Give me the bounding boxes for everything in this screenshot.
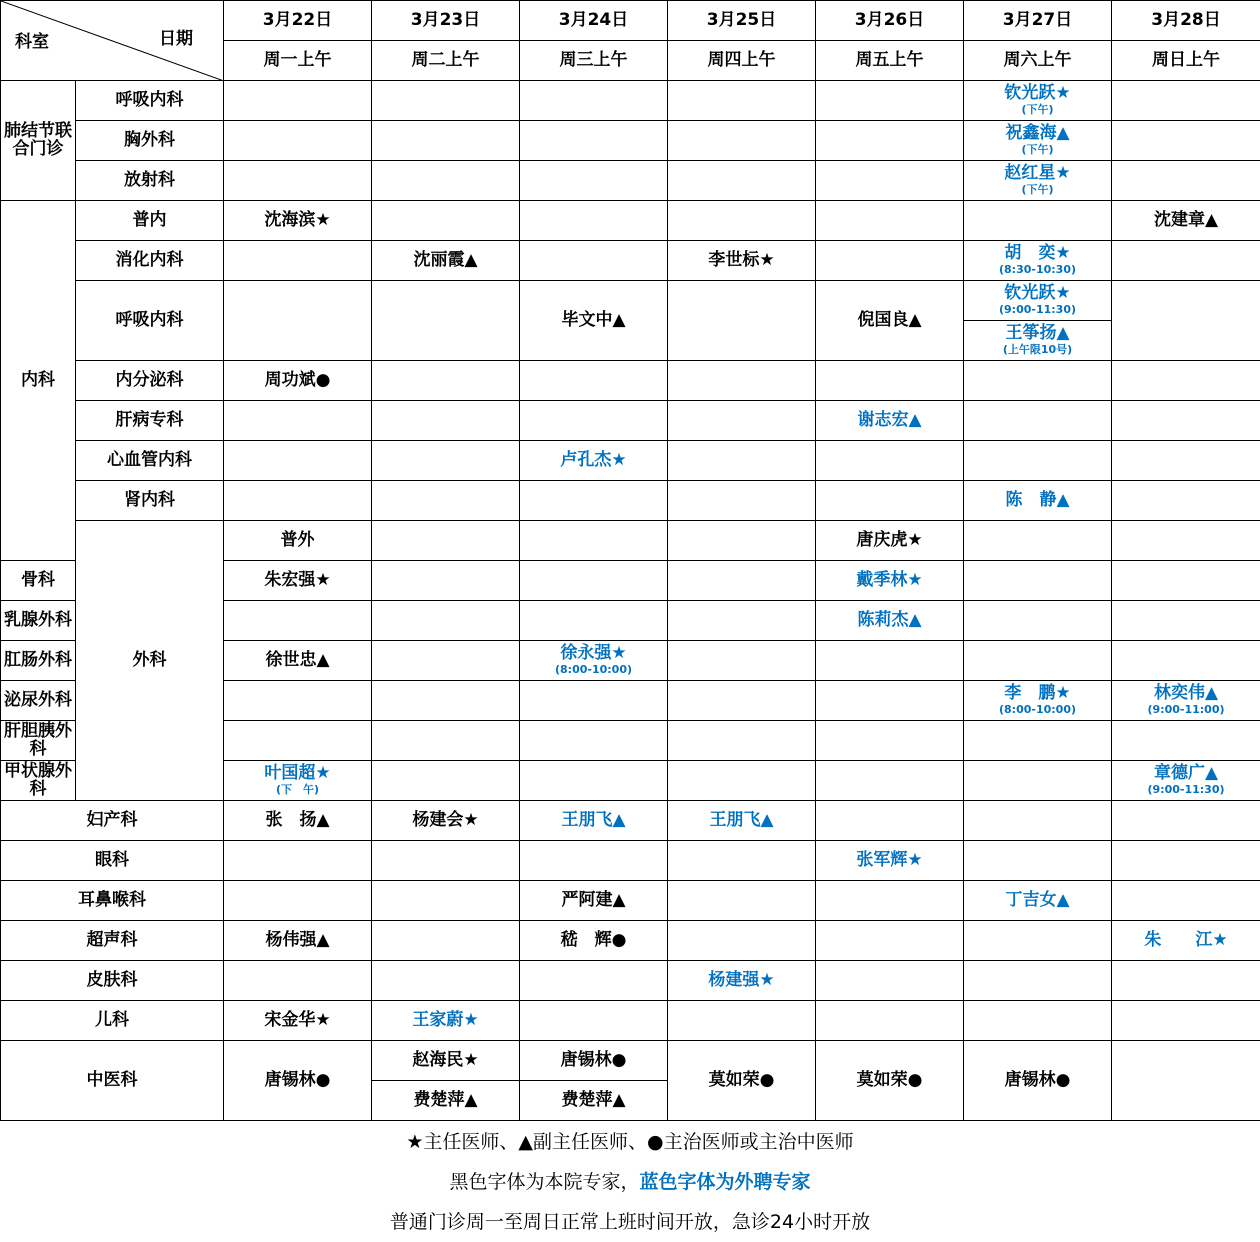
doctor-cell: 赵海民★ bbox=[372, 1041, 520, 1081]
legend-title-rank: ★主任医师、▲副主任医师、●主治医师或主治中医师 bbox=[0, 1122, 1260, 1162]
doctor-cell: 林奕伟▲ (9:00-11:00) bbox=[1112, 681, 1260, 721]
date-header: 3月26日 bbox=[816, 1, 964, 41]
doctor-cell: 张 扬▲ bbox=[224, 801, 372, 841]
doctor-cell: 唐锡林● bbox=[964, 1041, 1112, 1121]
weekday-header: 周五上午 bbox=[816, 41, 964, 81]
dept-name: 乳腺外科 bbox=[1, 601, 76, 641]
dept-name: 皮肤科 bbox=[1, 961, 224, 1001]
group-lung-nodule: 肺结节联合门诊 bbox=[1, 81, 76, 201]
corner-dept-label: 科室 bbox=[15, 34, 49, 52]
doctor-cell: 王朋飞▲ bbox=[668, 801, 816, 841]
doctor-cell: 王筝扬▲ (上午限10号) bbox=[964, 321, 1112, 361]
dept-name: 肾内科 bbox=[76, 481, 224, 521]
doctor-cell: 钦光跃★ (9:00-11:30) bbox=[964, 281, 1112, 321]
doctor-cell: 唐庆虎★ bbox=[816, 521, 964, 561]
doctor-cell: 李 鹏★ (8:00-10:00) bbox=[964, 681, 1112, 721]
doctor-cell: 李世标★ bbox=[668, 241, 816, 281]
doctor-cell: 费楚萍▲ bbox=[520, 1081, 668, 1121]
doctor-cell: 沈海滨★ bbox=[224, 201, 372, 241]
dept-name: 放射科 bbox=[76, 161, 224, 201]
doctor-cell: 倪国良▲ bbox=[816, 281, 964, 361]
group-internal: 内科 bbox=[1, 201, 76, 561]
legend bbox=[0, 1122, 1260, 1242]
date-header: 3月22日 bbox=[224, 1, 372, 41]
weekday-header: 周三上午 bbox=[520, 41, 668, 81]
dept-name: 呼吸内科 bbox=[76, 281, 224, 361]
weekday-header: 周四上午 bbox=[668, 41, 816, 81]
doctor-cell: 徐永强★ (8:00-10:00) bbox=[520, 641, 668, 681]
doctor-cell: 王朋飞▲ bbox=[520, 801, 668, 841]
group-surgery: 外科 bbox=[76, 521, 224, 801]
date-header: 3月27日 bbox=[964, 1, 1112, 41]
date-header: 3月24日 bbox=[520, 1, 668, 41]
date-header: 3月23日 bbox=[372, 1, 520, 41]
dept-name: 心血管内科 bbox=[76, 441, 224, 481]
dept-name: 肛肠外科 bbox=[1, 641, 76, 681]
dept-name: 消化内科 bbox=[76, 241, 224, 281]
legend-color-note: 黑色字体为本院专家，蓝色字体为外聘专家 bbox=[0, 1162, 1260, 1202]
doctor-cell: 戴季林★ bbox=[816, 561, 964, 601]
doctor-cell: 莫如荣● bbox=[816, 1041, 964, 1121]
doctor-cell: 叶国超★ (下 午) bbox=[224, 761, 372, 801]
doctor-cell: 赵红星★ (下午) bbox=[964, 161, 1112, 201]
doctor-cell: 唐锡林● bbox=[520, 1041, 668, 1081]
doctor-cell: 谢志宏▲ bbox=[816, 401, 964, 441]
doctor-cell: 祝鑫海▲ (下午) bbox=[964, 121, 1112, 161]
doctor-cell: 毕文中▲ bbox=[520, 281, 668, 361]
dept-name: 普内 bbox=[76, 201, 224, 241]
dept-name: 超声科 bbox=[1, 921, 224, 961]
doctor-cell: 朱 江★ bbox=[1112, 921, 1260, 961]
dept-name: 呼吸内科 bbox=[76, 81, 224, 121]
doctor-cell: 杨伟强▲ bbox=[224, 921, 372, 961]
dept-name: 肝病专科 bbox=[76, 401, 224, 441]
doctor-cell: 陈 静▲ bbox=[964, 481, 1112, 521]
dept-name: 儿科 bbox=[1, 1001, 224, 1041]
weekday-header: 周六上午 bbox=[964, 41, 1112, 81]
dept-name: 甲状腺外科 bbox=[1, 761, 76, 801]
corner-date-label: 日期 bbox=[159, 31, 193, 49]
weekday-header: 周二上午 bbox=[372, 41, 520, 81]
date-header: 3月25日 bbox=[668, 1, 816, 41]
doctor-cell: 丁吉女▲ bbox=[964, 881, 1112, 921]
dept-name: 骨科 bbox=[1, 561, 76, 601]
doctor-cell: 严阿建▲ bbox=[520, 881, 668, 921]
weekday-header: 周一上午 bbox=[224, 41, 372, 81]
doctor-cell: 唐锡林● bbox=[224, 1041, 372, 1121]
legend-hours-note: 普通门诊周一至周日正常上班时间开放，急诊24小时开放 bbox=[0, 1202, 1260, 1242]
doctor-cell: 章德广▲ (9:00-11:30) bbox=[1112, 761, 1260, 801]
doctor-cell: 宋金华★ bbox=[224, 1001, 372, 1041]
doctor-cell: 张军辉★ bbox=[816, 841, 964, 881]
dept-name: 泌尿外科 bbox=[1, 681, 76, 721]
doctor-cell: 沈建章▲ bbox=[1112, 201, 1260, 241]
doctor-cell: 莫如荣● bbox=[668, 1041, 816, 1121]
doctor-cell: 杨建强★ bbox=[668, 961, 816, 1001]
weekday-header: 周日上午 bbox=[1112, 41, 1260, 81]
dept-name: 普外 bbox=[224, 521, 372, 561]
doctor-cell: 朱宏强★ bbox=[224, 561, 372, 601]
doctor-cell: 卢孔杰★ bbox=[520, 441, 668, 481]
doctor-cell: 胡 奕★ (8:30-10:30) bbox=[964, 241, 1112, 281]
doctor-cell: 陈莉杰▲ bbox=[816, 601, 964, 641]
dept-name: 肝胆胰外科 bbox=[1, 721, 76, 761]
dept-name: 内分泌科 bbox=[76, 361, 224, 401]
dept-name: 眼科 bbox=[1, 841, 224, 881]
dept-name: 中医科 bbox=[1, 1041, 224, 1121]
dept-name: 胸外科 bbox=[76, 121, 224, 161]
doctor-cell: 钦光跃★ (下午) bbox=[964, 81, 1112, 121]
doctor-cell: 沈丽霞▲ bbox=[372, 241, 520, 281]
doctor-cell: 周功斌● bbox=[224, 361, 372, 401]
doctor-cell: 费楚萍▲ bbox=[372, 1081, 520, 1121]
doctor-cell: 杨建会★ bbox=[372, 801, 520, 841]
doctor-cell: 徐世忠▲ bbox=[224, 641, 372, 681]
doctor-cell: 王家蔚★ bbox=[372, 1001, 520, 1041]
dept-name: 耳鼻喉科 bbox=[1, 881, 224, 921]
date-header: 3月28日 bbox=[1112, 1, 1260, 41]
doctor-cell: 嵇 辉● bbox=[520, 921, 668, 961]
header-corner-cell bbox=[1, 1, 224, 81]
dept-name: 妇产科 bbox=[1, 801, 224, 841]
